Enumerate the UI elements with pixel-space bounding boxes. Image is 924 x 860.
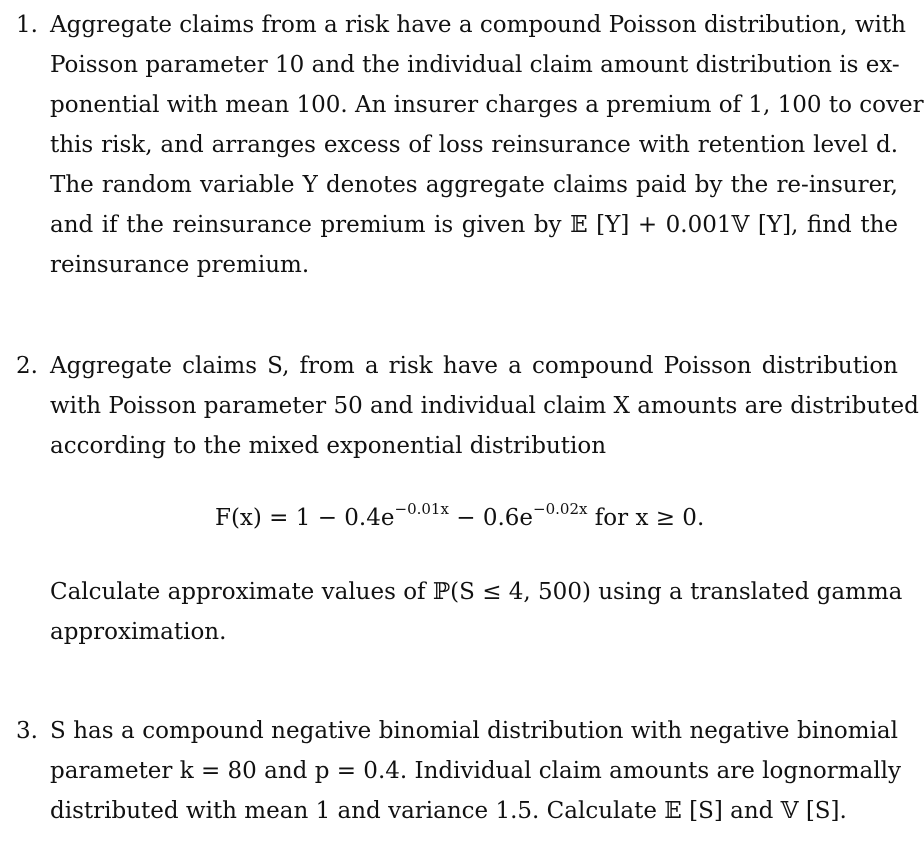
problem-text-line: distributed with mean 1 and variance 1.5. Calculate 𝔼 [S] and 𝕍 [S]. bbox=[50, 798, 847, 824]
formula-part: for x ≥ 0. bbox=[587, 505, 705, 531]
display-formula bbox=[215, 500, 705, 531]
problem-text-line: according to the mixed exponential distribution bbox=[50, 433, 607, 459]
problem-number: 1. bbox=[16, 12, 38, 38]
problem-text-line: The random variable Y denotes aggregate claims paid by the re-insurer, bbox=[50, 172, 898, 198]
problem-text-line: with Poisson parameter 50 and individual claim X amounts are distributed bbox=[50, 393, 919, 419]
problem-text-line: ponential with mean 100. An insurer charges a premium of 1, 100 to cover bbox=[50, 92, 924, 118]
problem-text-line: Aggregate claims S, from a risk have a compound Poisson distribution bbox=[50, 353, 898, 379]
problem-text-line: approximation. bbox=[50, 619, 227, 645]
problem-text-line: Poisson parameter 10 and the individual claim amount distribution is ex- bbox=[50, 52, 900, 78]
formula-part: − 0.6e bbox=[448, 505, 534, 531]
formula-exponent: −0.01x bbox=[394, 500, 449, 518]
problem-text-line: reinsurance premium. bbox=[50, 252, 310, 278]
problem-text-line: Aggregate claims from a risk have a compound Poisson distribution, with bbox=[50, 12, 906, 38]
problem-text-line: Calculate approximate values of ℙ(S ≤ 4, 500) using a translated gamma bbox=[50, 579, 903, 605]
problem-text-line: parameter k = 80 and p = 0.4. Individual claim amounts are lognormally bbox=[50, 758, 901, 784]
problem-text-line: and if the reinsurance premium is given by 𝔼 [Y] + 0.001𝕍 [Y], find the bbox=[50, 212, 898, 238]
problem-text-line: this risk, and arranges excess of loss reinsurance with retention level d. bbox=[50, 132, 898, 158]
problem-number: 2. bbox=[16, 353, 38, 379]
problem-number: 3. bbox=[16, 718, 38, 744]
formula-exponent: −0.02x bbox=[533, 500, 588, 518]
problem-text-line: S has a compound negative binomial distribution with negative binomial bbox=[50, 718, 898, 744]
formula-part: F(x) = 1 − 0.4e bbox=[215, 505, 395, 531]
